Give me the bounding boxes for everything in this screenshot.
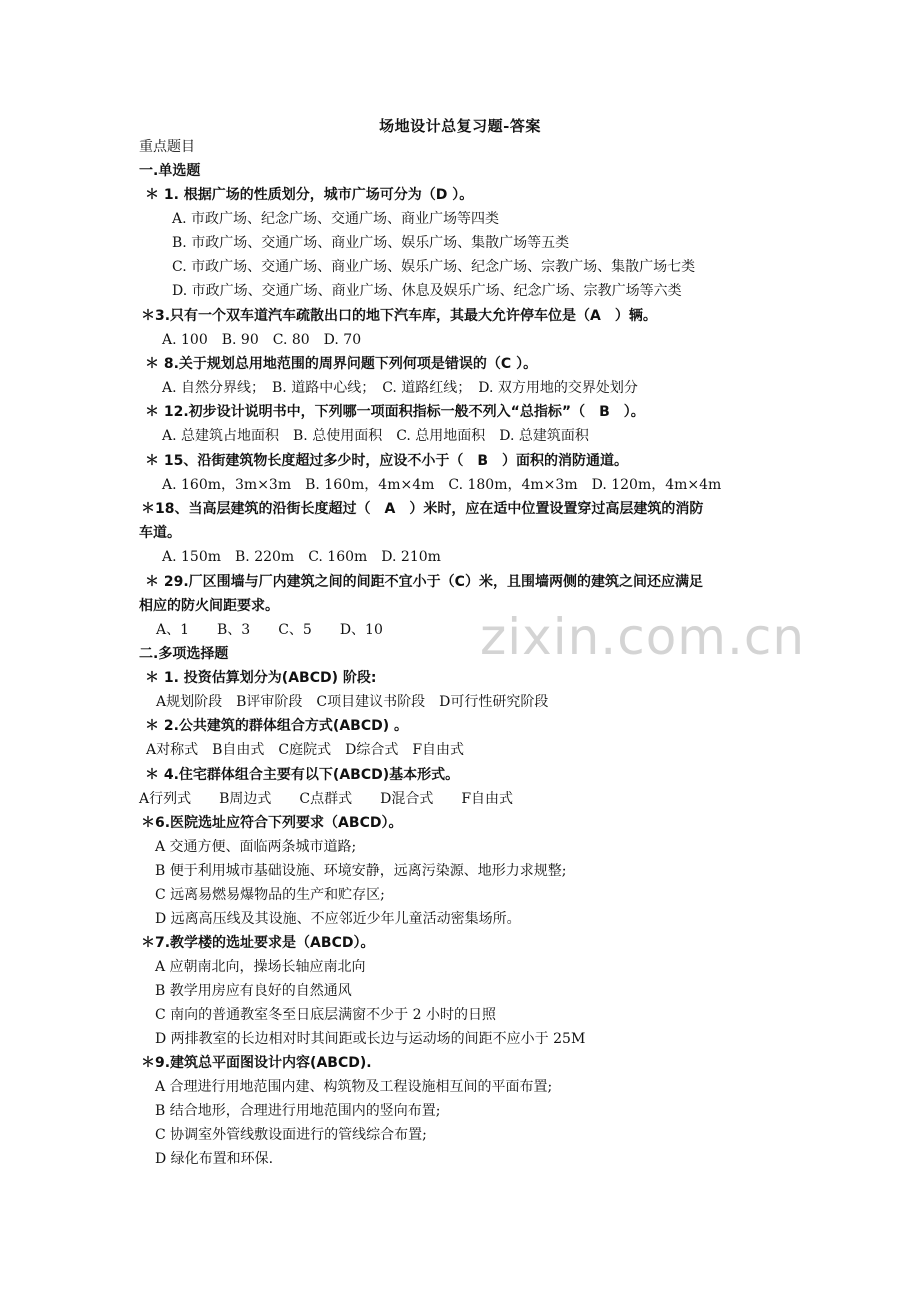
option: A. 总建筑占地面积 B. 总使用面积 C. 总用地面积 D. 总建筑面积 <box>162 428 589 444</box>
option: B. 市政广场、交通广场、商业广场、娱乐广场、集散广场等五类 <box>172 235 570 251</box>
option: B 教学用房应有良好的自然通风 <box>155 983 352 999</box>
question: ＊3.只有一个双车道汽车疏散出口的地下汽车库，其最大允许停车位是（A ）辆。 <box>141 308 657 324</box>
question: ＊ 12.初步设计说明书中，下列哪一项面积指标一般不列入“总指标”（ B ）。 <box>145 404 645 420</box>
option: B 便于利用城市基础设施、环境安静，远离污染源、地形力求规整; <box>155 863 567 879</box>
option: A 交通方便、面临两条城市道路; <box>155 839 357 855</box>
option: A 应朝南北向，操场长轴应南北向 <box>155 959 366 975</box>
option: A. 160m，3m×3m B. 160m，4m×4m C. 180m，4m×3m D. 120m，4m×4m <box>162 477 722 493</box>
question: ＊ 2.公共建筑的群体组合方式(ABCD) 。 <box>145 718 409 734</box>
option: A规划阶段 B评审阶段 C项目建议书阶段 D可行性研究阶段 <box>156 694 549 710</box>
question: ＊9.建筑总平面图设计内容(ABCD). <box>141 1055 372 1071</box>
option: D 远离高压线及其设施、不应邻近少年儿童活动密集场所。 <box>155 911 521 927</box>
option: A、1 B、3 C、5 D、10 <box>156 622 383 638</box>
option: A 合理进行用地范围内建、构筑物及工程设施相互间的平面布置; <box>155 1079 553 1095</box>
option: D. 市政广场、交通广场、商业广场、休息及娱乐广场、纪念广场、宗教广场等六类 <box>172 283 682 299</box>
subtitle: 重点题目 <box>139 139 195 155</box>
option: D 两排教室的长边相对时其间距或长边与运动场的间距不应小于 25M <box>155 1031 586 1047</box>
option: A行列式 B周边式 C点群式 D混合式 F自由式 <box>139 791 514 807</box>
option: A对称式 B自由式 C庭院式 D综合式 F自由式 <box>146 742 465 758</box>
question: ＊6.医院选址应符合下列要求（ABCD）。 <box>141 815 403 831</box>
question: ＊18、当高层建筑的沿街长度超过（ A ）米时，应在适中位置设置穿过高层建筑的消防 <box>141 501 704 517</box>
question: ＊7.教学楼的选址要求是（ABCD）。 <box>141 935 375 951</box>
question-continuation: 车道。 <box>139 525 181 541</box>
option: B 结合地形，合理进行用地范围内的竖向布置; <box>155 1103 441 1119</box>
question: ＊ 1. 投资估算划分为(ABCD) 阶段: <box>145 670 377 686</box>
option: C 南向的普通教室冬至日底层满窗不少于 2 小时的日照 <box>155 1007 496 1023</box>
question: ＊ 1. 根据广场的性质划分，城市广场可分为（D ）。 <box>145 187 474 203</box>
question-continuation: 相应的防火间距要求。 <box>139 598 279 614</box>
option: D 绿化布置和环保. <box>155 1151 274 1167</box>
option: A. 市政广场、纪念广场、交通广场、商业广场等四类 <box>172 211 500 227</box>
question: ＊ 8.关于规划总用地范围的周界问题下列何项是错误的（C ）。 <box>145 356 538 372</box>
option: C 协调室外管线敷设面进行的管线综合布置; <box>155 1127 427 1143</box>
option: C 远离易燃易爆物品的生产和贮存区; <box>155 887 385 903</box>
question: ＊ 15、沿街建筑物长度超过多少时，应设不小于（ B ）面积的消防通道。 <box>145 453 629 469</box>
section-heading-multi: 二.多项选择题 <box>139 646 229 662</box>
question: ＊ 4.住宅群体组合主要有以下(ABCD)基本形式。 <box>145 767 460 783</box>
section-heading-single: 一.单选题 <box>139 163 201 179</box>
document-title: 场地设计总复习题-答案 <box>379 117 541 135</box>
option: C. 市政广场、交通广场、商业广场、娱乐广场、纪念广场、宗教广场、集散广场七类 <box>172 259 696 275</box>
question: ＊ 29.厂区围墙与厂内建筑之间的间距不宜小于（C）米，且围墙两侧的建筑之间还应满足 <box>145 574 703 590</box>
watermark: zixin.com.cn <box>480 608 806 666</box>
option: A. 自然分界线； B. 道路中心线； C. 道路红线； D. 双方用地的交界处划分 <box>162 380 638 396</box>
option: A. 100 B. 90 C. 80 D. 70 <box>162 332 362 348</box>
option: A. 150m B. 220m C. 160m D. 210m <box>162 549 441 565</box>
